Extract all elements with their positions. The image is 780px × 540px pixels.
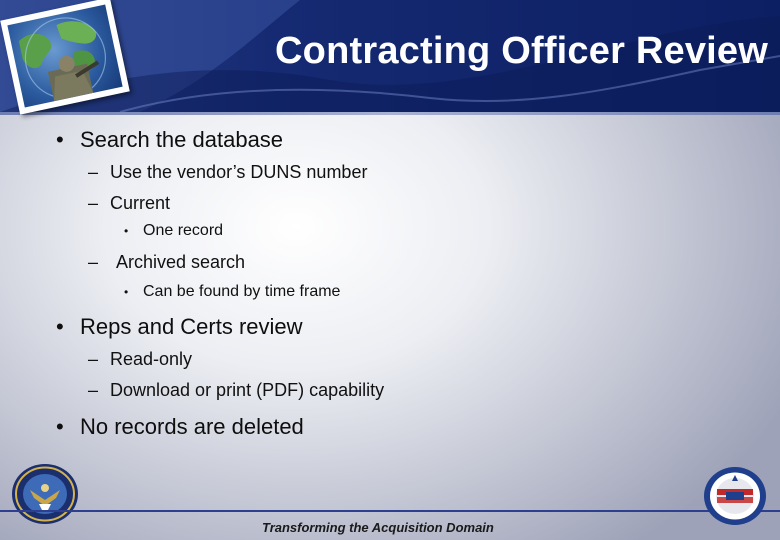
dash-marker: – (88, 252, 99, 272)
dash-marker: – (88, 193, 99, 213)
footer-tagline: Transforming the Acquisition Domain (262, 520, 494, 535)
bullet-text: Reps and Certs review (80, 314, 303, 339)
subsubbullet-text: One record (143, 222, 224, 239)
bullet-marker: • (56, 414, 64, 439)
subbullet-text: Archived search (116, 252, 246, 272)
dod-round-logo-icon (702, 465, 768, 527)
dash-marker: – (88, 380, 99, 400)
subbullet-text: Current (110, 193, 171, 213)
subbullet-text: Read-only (110, 349, 193, 369)
slide-title: Contracting Officer Review (275, 30, 768, 72)
dash-marker: – (88, 349, 99, 369)
subsubbullet-text: Can be found by time frame (143, 283, 341, 300)
subbullet-text: Use the vendor’s DUNS number (110, 162, 368, 182)
bullet-marker: • (124, 224, 129, 238)
bullet-text: Search the database (80, 127, 284, 152)
subbullet-text: Download or print (PDF) capability (110, 380, 385, 400)
bullet-marker: • (56, 314, 64, 339)
footer-divider (0, 510, 780, 512)
dod-seal-icon (10, 462, 80, 526)
dash-marker: – (88, 162, 99, 182)
bullet-text: No records are deleted (80, 414, 304, 439)
bullet-marker: • (124, 285, 129, 299)
bullet-marker: • (56, 127, 64, 152)
